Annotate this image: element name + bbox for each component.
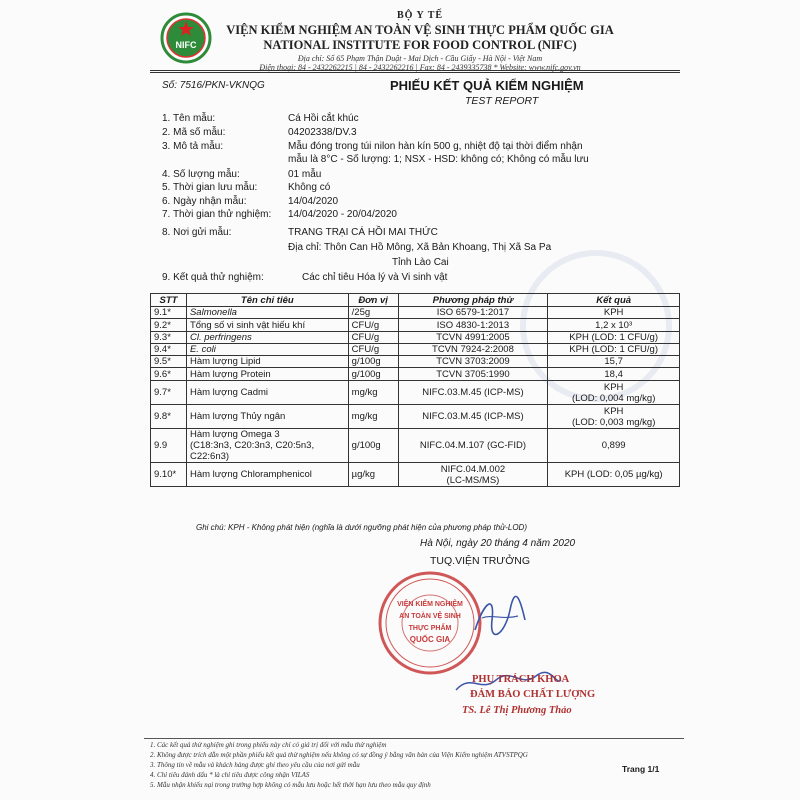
- info-value: Tỉnh Lào Cai: [392, 257, 449, 268]
- results-table: [150, 293, 680, 487]
- cell-line: Hàm lượng Chloramphenicol: [189, 469, 312, 480]
- cell-name: [186, 344, 348, 356]
- cell-result: [548, 356, 680, 368]
- cell-line: ISO 4830-1:2013: [436, 319, 510, 331]
- cell-unit: CFU/g: [348, 319, 398, 332]
- cell-stt: 9.10*: [151, 463, 187, 487]
- institute-name-en: NATIONAL INSTITUTE FOR FOOD CONTROL (NIFC): [263, 38, 577, 52]
- table-row: [151, 429, 680, 463]
- cell-line: KPH: [603, 307, 624, 318]
- stamp-text: QUỐC GIA: [409, 635, 451, 644]
- cell-line: NIFC.03.M.45 (ICP-MS): [422, 411, 524, 422]
- cell-stt: 9.1*: [151, 307, 187, 319]
- table-row: [151, 381, 680, 405]
- cell-line: TCVN 3703:2009: [436, 356, 510, 367]
- official-stamp: [375, 568, 485, 678]
- page-number: Trang 1/1: [622, 764, 660, 774]
- cell-method: [398, 332, 548, 344]
- cell-stt: 9.4*: [151, 344, 187, 356]
- cell-line: Cl. perfringens: [189, 332, 252, 343]
- cell-unit: mg/kg: [348, 381, 398, 405]
- cell-line: TCVN 4991:2005: [436, 332, 510, 343]
- info-label: 9. Kết quả thử nghiệm:: [162, 272, 264, 283]
- footnote-1: 1. Các kết quả thử nghiệm ghi trong phiếu này chỉ có giá trị đối với mẫu thử nghiệm: [150, 741, 387, 749]
- cell-stt: 9.6*: [151, 368, 187, 381]
- cell-line: NIFC.04.M.107 (GC-FID): [419, 440, 526, 451]
- col-result: Kết quả: [548, 294, 680, 307]
- cell-line: 18,4: [604, 368, 623, 380]
- info-value: Các chỉ tiêu Hóa lý và Vi sinh vật: [302, 272, 448, 283]
- cell-unit: µg/kg: [348, 463, 398, 487]
- cell-line: Tổng số vi sinh vật hiếu khí: [189, 319, 306, 331]
- cell-line: Hàm lượng Cadmi: [189, 387, 269, 398]
- header-rule: [150, 70, 680, 71]
- cell-line: Salmonella: [189, 307, 237, 318]
- cell-line: C22:6n3): [189, 451, 230, 462]
- cell-result: [548, 381, 680, 405]
- signature-1: [470, 590, 530, 640]
- cell-name: [186, 368, 348, 381]
- cell-line: (LC-MS/MS): [446, 474, 500, 486]
- cell-result: [548, 332, 680, 344]
- table-note: Ghi chú: KPH - Không phát hiện (nghĩa là dưới ngưỡng phát hiện của phương pháp thử-LOD): [196, 523, 527, 532]
- info-value: 14/04/2020: [288, 196, 339, 207]
- cell-method: [398, 429, 548, 463]
- institute-contact: Điện thoại: 84 - 2432262215 | 84 - 2432262216 | Fax: 84 - 2439335738 * Website: www.nifc.gov.vn: [259, 63, 581, 72]
- cell-stt: 9.9: [151, 429, 187, 463]
- report-title: PHIẾU KẾT QUẢ KIỂM NGHIỆM: [390, 78, 584, 93]
- info-value: Cá Hồi cắt khúc: [288, 113, 359, 124]
- footnote-5: 5. Mẫu nhận khiếu nại trong trường hợp không có mẫu lưu hoặc hết thời hạn lưu theo mẫu quy định: [150, 781, 431, 789]
- table-row: [151, 332, 680, 344]
- logo-text: NIFC: [175, 40, 197, 50]
- cell-line: KPH (LOD: 1 CFU/g): [569, 332, 658, 343]
- cell-stt: 9.8*: [151, 405, 187, 429]
- info-label: 5. Thời gian lưu mẫu:: [162, 182, 258, 193]
- info-label: 8. Nơi gửi mẫu:: [162, 227, 232, 238]
- cell-result: [548, 463, 680, 487]
- info-value: Không có: [288, 182, 331, 193]
- place-date: Hà Nội, ngày 20 tháng 4 năm 2020: [420, 538, 576, 549]
- cell-name: [186, 319, 348, 332]
- cell-line: (C18:3n3, C20:3n3, C20:5n3,: [189, 440, 315, 451]
- cell-line: KPH: [603, 405, 624, 417]
- cell-method: [398, 307, 548, 319]
- signer-dept-1: PHỤ TRÁCH KHOA: [472, 674, 570, 685]
- institute-header: [210, 10, 630, 72]
- info-value: Mẫu đóng trong túi nilon hàn kín 500 g, nhiệt độ tại thời điểm nhận: [288, 141, 583, 152]
- info-label: 2. Mã số mẫu:: [162, 127, 226, 138]
- cell-line: E. coli: [189, 344, 216, 355]
- cell-unit: g/100g: [348, 356, 398, 368]
- nifc-logo: [160, 12, 212, 64]
- cell-stt: 9.3*: [151, 332, 187, 344]
- cell-result: [548, 429, 680, 463]
- cell-method: [398, 381, 548, 405]
- info-label: 7. Thời gian thử nghiệm:: [162, 209, 272, 220]
- cell-line: NIFC.03.M.45 (ICP-MS): [422, 387, 524, 398]
- info-value: TRANG TRẠI CÁ HỒI MAI THỨC: [288, 227, 438, 238]
- cell-method: [398, 368, 548, 381]
- cell-result: [548, 405, 680, 429]
- cell-result: [548, 368, 680, 381]
- report-number: Số: 7516/PKN-VKNQG: [162, 80, 265, 91]
- cell-method: [398, 356, 548, 368]
- cell-line: 0,899: [601, 440, 626, 451]
- cell-stt: 9.7*: [151, 381, 187, 405]
- footnote-2: 2. Không được trích dẫn một phần phiếu kết quả thử nghiệm nếu không có sự đồng ý bằng văn bản của Viện Kiểm nghiệm ATVSTPQG: [150, 751, 528, 759]
- cell-result: [548, 307, 680, 319]
- table-row: [151, 405, 680, 429]
- cell-line: Hàm lượng Protein: [189, 368, 271, 380]
- cell-line: KPH: [603, 381, 624, 393]
- cell-line: KPH (LOD: 1 CFU/g): [569, 344, 658, 355]
- institute-name-vn: VIỆN KIỂM NGHIỆM AN TOÀN VỆ SINH THỰC PHẨM QUỐC GIA: [226, 23, 614, 37]
- stamp-text: THỰC PHẨM: [408, 625, 452, 632]
- table-row: [151, 307, 680, 319]
- footnote-3: 3. Thông tin về mẫu và khách hàng được ghi theo yêu cầu của nơi gửi mẫu: [150, 761, 360, 769]
- cell-line: Hàm lượng Thủy ngân: [189, 411, 286, 422]
- cell-name: [186, 381, 348, 405]
- cell-name: [186, 405, 348, 429]
- cell-stt: 9.2*: [151, 319, 187, 332]
- cell-unit: mg/kg: [348, 405, 398, 429]
- signer-name: TS. Lê Thị Phương Thảo: [462, 705, 572, 716]
- cell-method: [398, 463, 548, 487]
- cell-line: KPH (LOD: 0,05 µg/kg): [564, 469, 663, 480]
- table-header-row: [151, 294, 680, 307]
- cell-method: [398, 344, 548, 356]
- col-name: Tên chỉ tiêu: [186, 294, 348, 307]
- institute-address: Địa chỉ: Số 65 Phạm Thận Duật - Mai Dịch - Cầu Giấy - Hà Nội - Việt Nam: [297, 54, 543, 63]
- cell-name: [186, 332, 348, 344]
- info-value: 04202338/DV.3: [288, 127, 357, 138]
- cell-result: [548, 344, 680, 356]
- cell-name: [186, 307, 348, 319]
- cell-line: TCVN 3705:1990: [436, 368, 510, 380]
- cell-line: ISO 6579-1:2017: [436, 307, 510, 318]
- cell-name: [186, 463, 348, 487]
- signer-dept-2: ĐẢM BẢO CHẤT LƯỢNG: [470, 689, 596, 700]
- footer-rule: [144, 738, 684, 739]
- info-value: 01 mẫu: [288, 169, 322, 180]
- col-unit: Đơn vị: [348, 294, 398, 307]
- cell-line: TCVN 7924-2:2008: [432, 344, 514, 355]
- cell-name: [186, 356, 348, 368]
- col-method: Phương pháp thử: [398, 294, 548, 307]
- table-row: [151, 356, 680, 368]
- cell-unit: CFU/g: [348, 332, 398, 344]
- signatory-title: TUQ.VIỆN TRƯỞNG: [430, 555, 531, 567]
- stamp-text: VIỆN KIỂM NGHIỆM: [397, 601, 463, 608]
- stamp-text: AN TOÀN VỆ SINH: [399, 613, 461, 620]
- cell-method: [398, 319, 548, 332]
- cell-unit: /25g: [348, 307, 398, 319]
- cell-unit: g/100g: [348, 368, 398, 381]
- cell-unit: CFU/g: [348, 344, 398, 356]
- info-label: 3. Mô tả mẫu:: [162, 141, 224, 152]
- info-value: Địa chỉ: Thôn Can Hồ Mông, Xã Bản Khoang, Thị Xã Sa Pa: [288, 242, 552, 253]
- info-value: 14/04/2020 - 20/04/2020: [288, 209, 397, 220]
- info-label: 6. Ngày nhận mẫu:: [162, 196, 247, 207]
- results-body: [151, 307, 680, 487]
- cell-stt: 9.5*: [151, 356, 187, 368]
- ministry: BỘ Y TẾ: [396, 10, 444, 21]
- cell-result: [548, 319, 680, 332]
- cell-line: Hàm lượng Lipid: [189, 356, 261, 367]
- header-rule-2: [150, 72, 680, 73]
- cell-line: (LOD: 0,004 mg/kg): [571, 392, 656, 404]
- table-row: [151, 319, 680, 332]
- info-label: 4. Số lượng mẫu:: [162, 169, 240, 180]
- report-subtitle: TEST REPORT: [465, 95, 539, 107]
- cell-line: Hàm lượng Omega 3: [189, 429, 280, 440]
- cell-unit: g/100g: [348, 429, 398, 463]
- cell-name: [186, 429, 348, 463]
- table-row: [151, 344, 680, 356]
- cell-line: (LOD: 0,003 mg/kg): [571, 416, 656, 428]
- cell-line: 15,7: [604, 356, 623, 367]
- info-label: 1. Tên mẫu:: [162, 113, 216, 124]
- table-row: [151, 368, 680, 381]
- col-stt: STT: [151, 294, 187, 307]
- table-row: [151, 463, 680, 487]
- info-value: mẫu là 8°C - Số lượng: 1; NSX - HSD: không có; Không có mẫu lưu: [288, 154, 589, 165]
- cell-line: NIFC.04.M.002: [440, 463, 506, 475]
- cell-method: [398, 405, 548, 429]
- footnote-4: 4. Chỉ tiêu đánh dấu * là chỉ tiêu được công nhận VILAS: [150, 771, 310, 779]
- cell-line: 1,2 x 10³: [595, 319, 633, 331]
